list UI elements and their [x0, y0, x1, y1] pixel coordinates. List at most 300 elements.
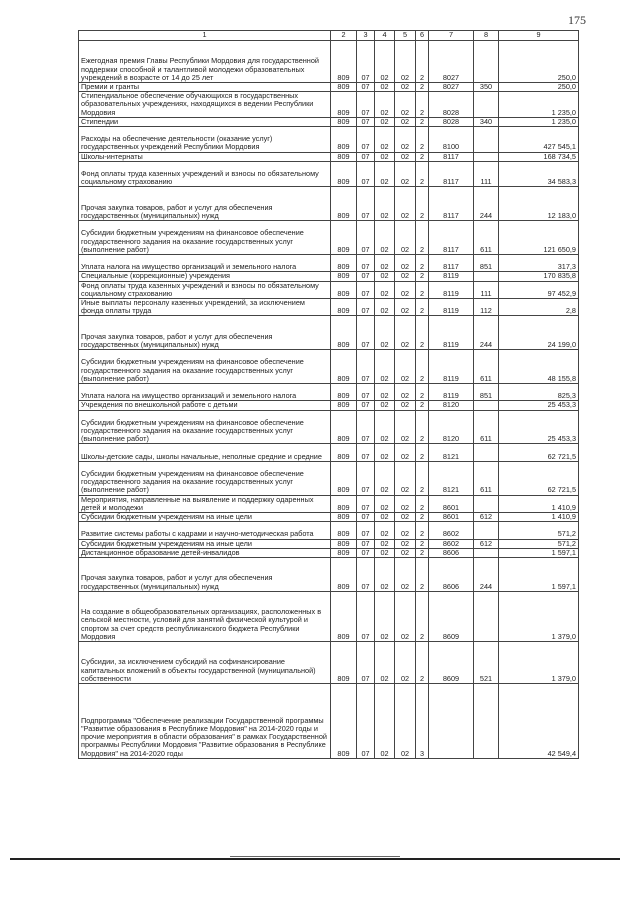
row-code-cell: 07: [357, 683, 375, 758]
table-row: [79, 495, 579, 512]
row-code-cell: 2: [416, 299, 429, 316]
table-row: [79, 522, 579, 539]
row-name-cell: Уплата налога на имущество организаций и земельного налога: [79, 384, 331, 401]
table-row: [79, 539, 579, 548]
row-code-cell: 8117: [429, 161, 474, 187]
row-code-cell: 8119: [429, 350, 474, 384]
row-code-cell: 02: [375, 41, 395, 83]
header-cell: 9: [499, 31, 579, 41]
row-code-cell: 244: [474, 316, 499, 350]
header-cell: 2: [331, 31, 357, 41]
table-row: [79, 272, 579, 281]
row-name-cell: Ежегодная премия Главы Республики Мордовия для государственной поддержки способной и талантливой молодежи образовательных учреждений в возрасте от 14 до 25 лет: [79, 41, 331, 83]
row-code-cell: 111: [474, 281, 499, 298]
row-code-cell: 07: [357, 316, 375, 350]
row-code-cell: 2: [416, 281, 429, 298]
row-amount-cell: 1 410,9: [499, 495, 579, 512]
row-name-cell: Фонд оплаты труда казенных учреждений и взносы по обязательному социальному страхованию: [79, 281, 331, 298]
row-code-cell: 02: [375, 187, 395, 221]
row-code-cell: [474, 548, 499, 557]
table-row: [79, 255, 579, 272]
row-code-cell: 07: [357, 152, 375, 161]
row-code-cell: 809: [331, 548, 357, 557]
row-name-cell: Прочая закупка товаров, работ и услуг для обеспечения государственных (муниципальных) нужд: [79, 316, 331, 350]
row-code-cell: 244: [474, 187, 499, 221]
row-code-cell: 02: [375, 495, 395, 512]
row-code-cell: 02: [395, 641, 416, 683]
table-row: [79, 461, 579, 495]
row-amount-cell: 2,8: [499, 299, 579, 316]
row-code-cell: 8117: [429, 187, 474, 221]
table-header-row: [79, 31, 579, 41]
header-cell: 4: [375, 31, 395, 41]
row-code-cell: 02: [395, 187, 416, 221]
row-amount-cell: 317,3: [499, 255, 579, 272]
row-code-cell: 2: [416, 495, 429, 512]
row-code-cell: 8117: [429, 255, 474, 272]
row-amount-cell: 62 721,5: [499, 461, 579, 495]
row-code-cell: 809: [331, 299, 357, 316]
table-row: [79, 548, 579, 557]
row-name-cell: Школы-детские сады, школы начальные, неполные средние и средние: [79, 444, 331, 461]
row-code-cell: 809: [331, 522, 357, 539]
row-name-cell: Иные выплаты персоналу казенных учреждений, за исключением фонда оплаты труда: [79, 299, 331, 316]
row-code-cell: 611: [474, 410, 499, 444]
row-code-cell: 611: [474, 461, 499, 495]
row-code-cell: 07: [357, 221, 375, 255]
row-code-cell: 2: [416, 152, 429, 161]
row-code-cell: 8601: [429, 495, 474, 512]
row-code-cell: 02: [395, 401, 416, 410]
row-name-cell: Прочая закупка товаров, работ и услуг для обеспечения государственных (муниципальных) нужд: [79, 187, 331, 221]
table-row: [79, 384, 579, 401]
header-cell: 8: [474, 31, 499, 41]
row-code-cell: 521: [474, 641, 499, 683]
row-code-cell: 809: [331, 127, 357, 153]
row-code-cell: 07: [357, 127, 375, 153]
row-code-cell: 809: [331, 117, 357, 126]
row-code-cell: 02: [395, 92, 416, 118]
row-code-cell: 2: [416, 161, 429, 187]
row-code-cell: 02: [395, 591, 416, 641]
row-code-cell: 02: [375, 272, 395, 281]
row-code-cell: 8120: [429, 401, 474, 410]
row-code-cell: 809: [331, 384, 357, 401]
row-name-cell: Фонд оплаты труда казенных учреждений и взносы по обязательному социальному страхованию: [79, 161, 331, 187]
row-name-cell: Субсидии бюджетным учреждениям на финансовое обеспечение государственного задания на оказание государственных услуг (выполнение работ): [79, 350, 331, 384]
row-code-cell: 02: [395, 512, 416, 521]
row-code-cell: 8602: [429, 522, 474, 539]
row-code-cell: 02: [395, 444, 416, 461]
row-code-cell: 8028: [429, 117, 474, 126]
row-code-cell: 809: [331, 461, 357, 495]
row-code-cell: 02: [375, 401, 395, 410]
table-row: [79, 187, 579, 221]
row-code-cell: 809: [331, 316, 357, 350]
row-code-cell: [474, 591, 499, 641]
row-code-cell: 809: [331, 557, 357, 591]
row-amount-cell: 250,0: [499, 83, 579, 92]
row-code-cell: 07: [357, 461, 375, 495]
row-name-cell: Субсидии бюджетным учреждениям на финансовое обеспечение государственного задания на оказание государственных услуг (выполнение работ): [79, 410, 331, 444]
row-code-cell: 07: [357, 161, 375, 187]
row-code-cell: 02: [375, 410, 395, 444]
budget-table: [78, 30, 579, 759]
row-code-cell: 2: [416, 255, 429, 272]
row-code-cell: 07: [357, 557, 375, 591]
table-row: [79, 350, 579, 384]
row-code-cell: 02: [375, 350, 395, 384]
row-code-cell: 07: [357, 117, 375, 126]
row-code-cell: 02: [375, 83, 395, 92]
row-code-cell: 02: [395, 522, 416, 539]
row-code-cell: 07: [357, 83, 375, 92]
row-code-cell: 07: [357, 255, 375, 272]
row-code-cell: 611: [474, 350, 499, 384]
row-code-cell: 611: [474, 221, 499, 255]
row-code-cell: [474, 41, 499, 83]
row-code-cell: 07: [357, 539, 375, 548]
row-amount-cell: 48 155,8: [499, 350, 579, 384]
table-row: [79, 401, 579, 410]
row-code-cell: 2: [416, 401, 429, 410]
row-code-cell: 612: [474, 512, 499, 521]
row-code-cell: 809: [331, 539, 357, 548]
row-code-cell: 02: [395, 557, 416, 591]
row-name-cell: Подпрограмма "Обеспечение реализации Государственной программы "Развитие образования в Республике Мордовия" на 2014-2020 годы и прочие мероприятия в области образования" в рамках Государственной программы Республики Мордовия "Развитие образования в Республике Мордовия" на 2014-2020 годы: [79, 683, 331, 758]
row-code-cell: 8119: [429, 316, 474, 350]
table-row: [79, 152, 579, 161]
row-code-cell: 07: [357, 299, 375, 316]
row-code-cell: 02: [375, 512, 395, 521]
row-code-cell: 02: [395, 221, 416, 255]
row-code-cell: 02: [395, 117, 416, 126]
row-code-cell: 2: [416, 522, 429, 539]
row-code-cell: 8117: [429, 152, 474, 161]
row-amount-cell: 1 235,0: [499, 92, 579, 118]
table-row: [79, 92, 579, 118]
header-cell: 6: [416, 31, 429, 41]
row-code-cell: 2: [416, 444, 429, 461]
row-code-cell: 809: [331, 350, 357, 384]
row-code-cell: 02: [395, 41, 416, 83]
row-code-cell: 809: [331, 495, 357, 512]
row-code-cell: 02: [375, 316, 395, 350]
row-name-cell: Мероприятия, направленные на выявление и поддержку одаренных детей и молодежи: [79, 495, 331, 512]
row-code-cell: 851: [474, 384, 499, 401]
row-code-cell: 8119: [429, 272, 474, 281]
row-code-cell: 809: [331, 641, 357, 683]
header-cell: 1: [79, 31, 331, 41]
table-row: [79, 127, 579, 153]
row-amount-cell: 571,2: [499, 539, 579, 548]
header-cell: 5: [395, 31, 416, 41]
row-amount-cell: 121 650,9: [499, 221, 579, 255]
row-code-cell: 02: [395, 495, 416, 512]
row-code-cell: [429, 683, 474, 758]
row-name-cell: Премии и гранты: [79, 83, 331, 92]
row-code-cell: 02: [375, 557, 395, 591]
row-code-cell: 07: [357, 401, 375, 410]
row-code-cell: 07: [357, 410, 375, 444]
table-row: [79, 641, 579, 683]
row-amount-cell: 12 183,0: [499, 187, 579, 221]
row-code-cell: 2: [416, 316, 429, 350]
row-code-cell: [474, 522, 499, 539]
row-code-cell: 07: [357, 350, 375, 384]
row-amount-cell: 1 379,0: [499, 591, 579, 641]
row-code-cell: 809: [331, 41, 357, 83]
row-code-cell: 8100: [429, 127, 474, 153]
row-code-cell: 2: [416, 512, 429, 521]
row-name-cell: Прочая закупка товаров, работ и услуг для обеспечения государственных (муниципальных) нужд: [79, 557, 331, 591]
row-code-cell: 8606: [429, 557, 474, 591]
row-name-cell: Учреждения по внешкольной работе с детьми: [79, 401, 331, 410]
row-code-cell: [474, 272, 499, 281]
header-cell: 7: [429, 31, 474, 41]
row-code-cell: 8117: [429, 221, 474, 255]
row-code-cell: 2: [416, 384, 429, 401]
row-code-cell: 02: [395, 384, 416, 401]
table-row: [79, 281, 579, 298]
row-code-cell: 2: [416, 557, 429, 591]
table-row: [79, 444, 579, 461]
row-code-cell: 07: [357, 522, 375, 539]
row-code-cell: 02: [395, 152, 416, 161]
row-code-cell: 809: [331, 221, 357, 255]
table-row: [79, 557, 579, 591]
row-amount-cell: 1 597,1: [499, 557, 579, 591]
row-name-cell: Специальные (коррекционные) учреждения: [79, 272, 331, 281]
row-code-cell: 07: [357, 495, 375, 512]
row-code-cell: 8119: [429, 281, 474, 298]
row-code-cell: 07: [357, 444, 375, 461]
table-row: [79, 117, 579, 126]
row-code-cell: 612: [474, 539, 499, 548]
row-code-cell: 02: [375, 221, 395, 255]
row-code-cell: 8609: [429, 641, 474, 683]
row-code-cell: 8606: [429, 548, 474, 557]
row-code-cell: 8121: [429, 461, 474, 495]
row-amount-cell: 825,3: [499, 384, 579, 401]
row-code-cell: 809: [331, 401, 357, 410]
row-amount-cell: 1 235,0: [499, 117, 579, 126]
row-code-cell: 02: [375, 152, 395, 161]
row-code-cell: 02: [375, 444, 395, 461]
row-code-cell: 2: [416, 117, 429, 126]
table-row: [79, 683, 579, 758]
row-code-cell: 2: [416, 410, 429, 444]
row-code-cell: 809: [331, 272, 357, 281]
row-name-cell: На создание в общеобразовательных организациях, расположенных в сельской местности, условий для занятий физической культурой и спортом за счет средств республиканского бюджета Республики Мордовия: [79, 591, 331, 641]
row-name-cell: Субсидии бюджетным учреждениям на иные цели: [79, 512, 331, 521]
row-code-cell: 2: [416, 92, 429, 118]
row-name-cell: Стипендиальное обеспечение обучающихся в государственных образовательных учреждениях, находящихся в ведении Республики Мордовия: [79, 92, 331, 118]
row-code-cell: 07: [357, 187, 375, 221]
row-name-cell: Расходы на обеспечение деятельности (оказание услуг) государственных учреждений Республики Мордовия: [79, 127, 331, 153]
footer-rule: [10, 858, 620, 860]
row-code-cell: 07: [357, 548, 375, 557]
row-code-cell: 2: [416, 127, 429, 153]
row-code-cell: 02: [375, 522, 395, 539]
row-name-cell: Уплата налога на имущество организаций и земельного налога: [79, 255, 331, 272]
row-code-cell: 2: [416, 272, 429, 281]
row-code-cell: 02: [375, 281, 395, 298]
row-code-cell: 3: [416, 683, 429, 758]
row-code-cell: 02: [375, 539, 395, 548]
row-code-cell: [474, 495, 499, 512]
row-amount-cell: 24 199,0: [499, 316, 579, 350]
row-code-cell: 2: [416, 83, 429, 92]
table-row: [79, 316, 579, 350]
table-row: [79, 512, 579, 521]
row-code-cell: 809: [331, 410, 357, 444]
row-code-cell: [474, 444, 499, 461]
row-code-cell: 8119: [429, 384, 474, 401]
row-amount-cell: 34 583,3: [499, 161, 579, 187]
row-code-cell: 8601: [429, 512, 474, 521]
row-code-cell: 809: [331, 92, 357, 118]
row-code-cell: 2: [416, 641, 429, 683]
footer-rule-short: [230, 856, 400, 857]
table-row: [79, 41, 579, 83]
row-code-cell: 02: [395, 683, 416, 758]
row-amount-cell: 25 453,3: [499, 401, 579, 410]
row-code-cell: 8119: [429, 299, 474, 316]
row-code-cell: 07: [357, 272, 375, 281]
row-code-cell: 809: [331, 281, 357, 298]
row-code-cell: 2: [416, 41, 429, 83]
row-code-cell: 809: [331, 187, 357, 221]
row-code-cell: 02: [395, 410, 416, 444]
row-code-cell: 112: [474, 299, 499, 316]
row-amount-cell: 571,2: [499, 522, 579, 539]
row-code-cell: 07: [357, 512, 375, 521]
row-amount-cell: 97 452,9: [499, 281, 579, 298]
row-code-cell: [474, 92, 499, 118]
row-code-cell: 07: [357, 281, 375, 298]
row-code-cell: 07: [357, 384, 375, 401]
row-code-cell: 02: [395, 299, 416, 316]
row-name-cell: Развитие системы работы с кадрами и научно-методическая работа: [79, 522, 331, 539]
row-code-cell: 809: [331, 444, 357, 461]
row-code-cell: [474, 127, 499, 153]
row-code-cell: 809: [331, 161, 357, 187]
row-code-cell: [474, 683, 499, 758]
row-amount-cell: 1 410,9: [499, 512, 579, 521]
row-code-cell: 02: [375, 117, 395, 126]
row-code-cell: 340: [474, 117, 499, 126]
row-code-cell: 8609: [429, 591, 474, 641]
row-code-cell: 02: [395, 548, 416, 557]
row-code-cell: 02: [375, 548, 395, 557]
row-code-cell: 8602: [429, 539, 474, 548]
row-code-cell: 02: [375, 591, 395, 641]
table-row: [79, 410, 579, 444]
row-code-cell: [474, 401, 499, 410]
row-code-cell: 8120: [429, 410, 474, 444]
row-code-cell: 02: [375, 384, 395, 401]
row-code-cell: 07: [357, 641, 375, 683]
row-code-cell: 809: [331, 83, 357, 92]
row-code-cell: 2: [416, 548, 429, 557]
row-code-cell: 07: [357, 591, 375, 641]
row-code-cell: 111: [474, 161, 499, 187]
row-amount-cell: 1 379,0: [499, 641, 579, 683]
row-code-cell: 809: [331, 152, 357, 161]
row-code-cell: 02: [395, 281, 416, 298]
row-code-cell: 851: [474, 255, 499, 272]
table-row: [79, 221, 579, 255]
row-name-cell: Школы-интернаты: [79, 152, 331, 161]
row-code-cell: 8027: [429, 83, 474, 92]
row-code-cell: 02: [375, 461, 395, 495]
row-code-cell: 350: [474, 83, 499, 92]
row-name-cell: Субсидии бюджетным учреждениям на финансовое обеспечение государственного задания на оказание государственных услуг (выполнение работ): [79, 461, 331, 495]
row-amount-cell: 42 549,4: [499, 683, 579, 758]
row-code-cell: 02: [375, 92, 395, 118]
row-amount-cell: 168 734,5: [499, 152, 579, 161]
row-code-cell: 809: [331, 591, 357, 641]
row-code-cell: 02: [395, 255, 416, 272]
row-code-cell: 809: [331, 512, 357, 521]
row-code-cell: 02: [375, 255, 395, 272]
row-code-cell: 02: [395, 127, 416, 153]
row-code-cell: 02: [395, 461, 416, 495]
row-amount-cell: 170 835,8: [499, 272, 579, 281]
row-code-cell: 244: [474, 557, 499, 591]
row-amount-cell: 1 597,1: [499, 548, 579, 557]
table-row: [79, 591, 579, 641]
row-amount-cell: 62 721,5: [499, 444, 579, 461]
row-code-cell: 07: [357, 41, 375, 83]
row-code-cell: 02: [395, 350, 416, 384]
row-code-cell: 2: [416, 187, 429, 221]
row-name-cell: Дистанционное образование детей-инвалидов: [79, 548, 331, 557]
row-code-cell: 02: [375, 299, 395, 316]
row-code-cell: 07: [357, 92, 375, 118]
row-code-cell: 8028: [429, 92, 474, 118]
row-amount-cell: 427 545,1: [499, 127, 579, 153]
row-code-cell: 02: [395, 272, 416, 281]
row-code-cell: 2: [416, 350, 429, 384]
table-row: [79, 161, 579, 187]
row-name-cell: Субсидии бюджетным учреждениям на иные цели: [79, 539, 331, 548]
row-code-cell: 809: [331, 683, 357, 758]
row-code-cell: 2: [416, 591, 429, 641]
row-code-cell: 02: [375, 127, 395, 153]
table-row: [79, 299, 579, 316]
row-name-cell: Стипендии: [79, 117, 331, 126]
row-code-cell: 02: [395, 83, 416, 92]
row-code-cell: 02: [375, 683, 395, 758]
row-code-cell: 8121: [429, 444, 474, 461]
row-amount-cell: 25 453,3: [499, 410, 579, 444]
row-code-cell: 02: [375, 161, 395, 187]
row-code-cell: 2: [416, 221, 429, 255]
row-code-cell: 809: [331, 255, 357, 272]
row-code-cell: 02: [395, 161, 416, 187]
row-code-cell: 2: [416, 539, 429, 548]
row-code-cell: 2: [416, 461, 429, 495]
header-cell: 3: [357, 31, 375, 41]
row-code-cell: 02: [375, 641, 395, 683]
table-row: [79, 83, 579, 92]
row-amount-cell: 250,0: [499, 41, 579, 83]
row-name-cell: Субсидии, за исключением субсидий на софинансирование капитальных вложений в объекты государственной (муниципальной) собственности: [79, 641, 331, 683]
row-code-cell: [474, 152, 499, 161]
row-name-cell: Субсидии бюджетным учреждениям на финансовое обеспечение государственного задания на оказание государственных услуг (выполнение работ): [79, 221, 331, 255]
